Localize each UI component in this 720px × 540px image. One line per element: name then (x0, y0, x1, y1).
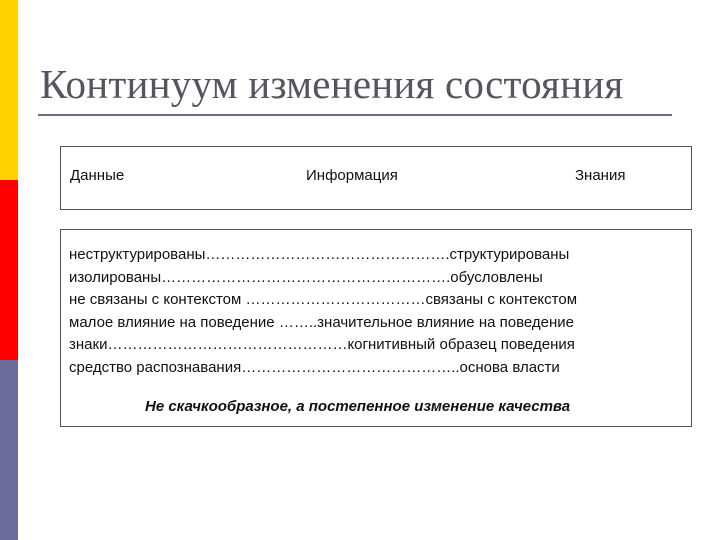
comparison-row: средство распознавания……………………………………..основа власти (69, 358, 560, 376)
header-label-knowledge: Знания (575, 167, 626, 184)
content-box (60, 229, 692, 427)
accent-bar-yellow (0, 0, 18, 180)
comparison-row: не связаны с контекстом ………………………………связаны с контекстом (69, 291, 578, 309)
header-label-information: Информация (306, 167, 398, 184)
comparison-row: неструктурированы………………………………………….структурированы (69, 246, 570, 263)
comparison-row: изолированы………………………………………………….обусловлены (69, 268, 543, 286)
header-label-data: Данные (70, 167, 125, 184)
header-box (60, 146, 692, 210)
title-underline (38, 114, 672, 116)
comparison-row: малое влияние на поведение ……..значительное влияние на поведение (69, 313, 574, 331)
accent-bar-purple (0, 360, 18, 540)
summary-text: Не скачкообразное, а постепенное изменение качества (145, 398, 571, 415)
comparison-row: знаки…………………………………………когнитивный образец поведения (69, 336, 575, 354)
slide-title: Континуум изменения состояния (40, 61, 624, 107)
accent-bar-red (0, 180, 18, 360)
comparison-rows (69, 244, 577, 380)
